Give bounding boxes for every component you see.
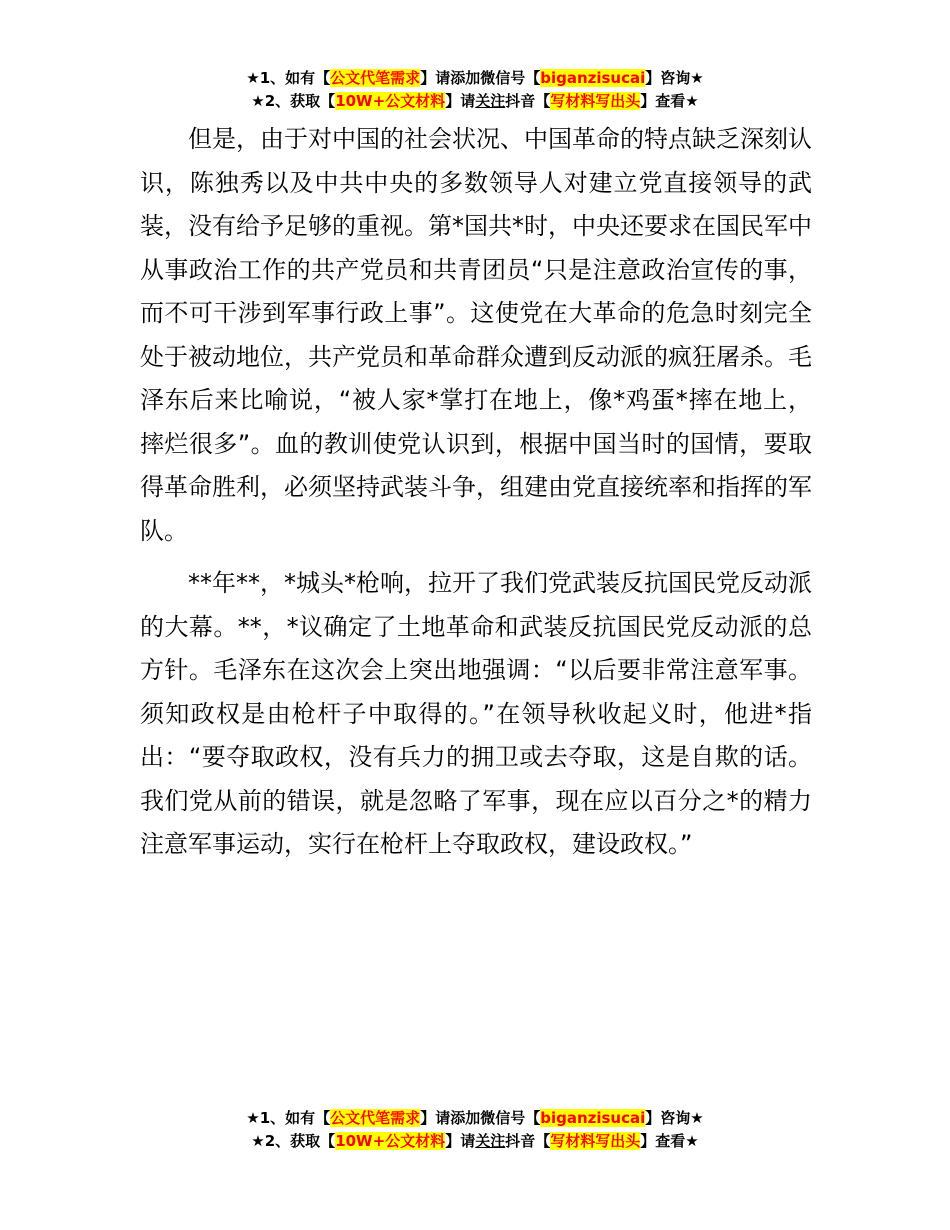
header-line-2-middle-2: 抖音【 xyxy=(505,92,551,110)
header-line-1-highlight-wechat-id: biganzisucai xyxy=(540,69,646,87)
footer-line-1 xyxy=(0,1107,950,1130)
footer-line-2-middle-2: 抖音【 xyxy=(505,1132,551,1150)
footer-line-1-highlight-wechat-id: biganzisucai xyxy=(540,1109,646,1127)
footer-line-2-highlight-materials: 10W+公文材料 xyxy=(335,1132,446,1150)
footer-line-2-middle-1: 】请 xyxy=(445,1132,476,1150)
header-line-2-highlight-materials: 10W+公文材料 xyxy=(335,92,446,110)
footer-line-2-underlined-follow: 关注 xyxy=(475,1132,506,1150)
header-line-1-middle: 】请添加微信号【 xyxy=(420,69,541,87)
footer-line-2 xyxy=(0,1130,950,1153)
footer-line-2-highlight-account: 写材料写出头 xyxy=(550,1132,641,1150)
header-line-2-prefix: ★2、获取【 xyxy=(251,92,336,110)
footer-line-1-middle: 】请添加微信号【 xyxy=(420,1109,541,1127)
header-line-2-highlight-account: 写材料写出头 xyxy=(550,92,641,110)
header-line-1-prefix: ★1、如有【 xyxy=(246,69,331,87)
footer-line-2-prefix: ★2、获取【 xyxy=(251,1132,336,1150)
header-line-2-suffix: 】查看★ xyxy=(640,92,699,110)
header-line-1-suffix: 】咨询★ xyxy=(645,69,704,87)
header-line-1-highlight-service: 公文代笔需求 xyxy=(330,69,421,87)
footer-line-1-suffix: 】咨询★ xyxy=(645,1109,704,1127)
document-body xyxy=(140,118,812,867)
footer-line-2-suffix: 】查看★ xyxy=(640,1132,699,1150)
body-paragraph-2: **年**，*城头*枪响，拉开了我们党武装反抗国民党反动派的大幕。**，*议确定了土地革命和武装反抗国民党反动派的总方针。毛泽东在这次会上突出地强调：“以后要非常注意军事。须知政权是由枪杆子中取得的。”在领导秋收起义时，他进*指出：“要夺取政权，没有兵力的拥卫或去夺取，这是自欺的话。我们党从前的错误，就是忽略了军事，现在应以百分之*的精力注意军事运动，实行在枪杆上夺取政权，建设政权。” xyxy=(140,569,812,858)
header-line-2-underlined-follow: 关注 xyxy=(475,92,506,110)
footer-banner xyxy=(0,1107,950,1153)
footer-line-1-highlight-service: 公文代笔需求 xyxy=(330,1109,421,1127)
header-line-1 xyxy=(0,67,950,90)
footer-line-1-prefix: ★1、如有【 xyxy=(246,1109,331,1127)
body-paragraph-1: 但是，由于对中国的社会状况、中国革命的特点缺乏深刻认识，陈独秀以及中共中央的多数领导人对建立党直接领导的武装，没有给予足够的重视。第*国共*时，中央还要求在国民军中从事政治工作的共产党员和共青团员“只是注意政治宣传的事，而不可干涉到军事行政上事”。这使党在大革命的危急时刻完全处于被动地位，共产党员和革命群众遭到反动派的疯狂屠杀。毛泽东后来比喻说，“被人家*掌打在地上，像*鸡蛋*摔在地上，摔烂很多”。血的教训使党认识到，根据中国当时的国情，要取得革命胜利，必须坚持武装斗争，组建由党直接统率和指挥的军队。 xyxy=(140,125,812,545)
header-banner xyxy=(0,67,950,113)
header-line-2 xyxy=(0,90,950,113)
header-line-2-middle-1: 】请 xyxy=(445,92,476,110)
